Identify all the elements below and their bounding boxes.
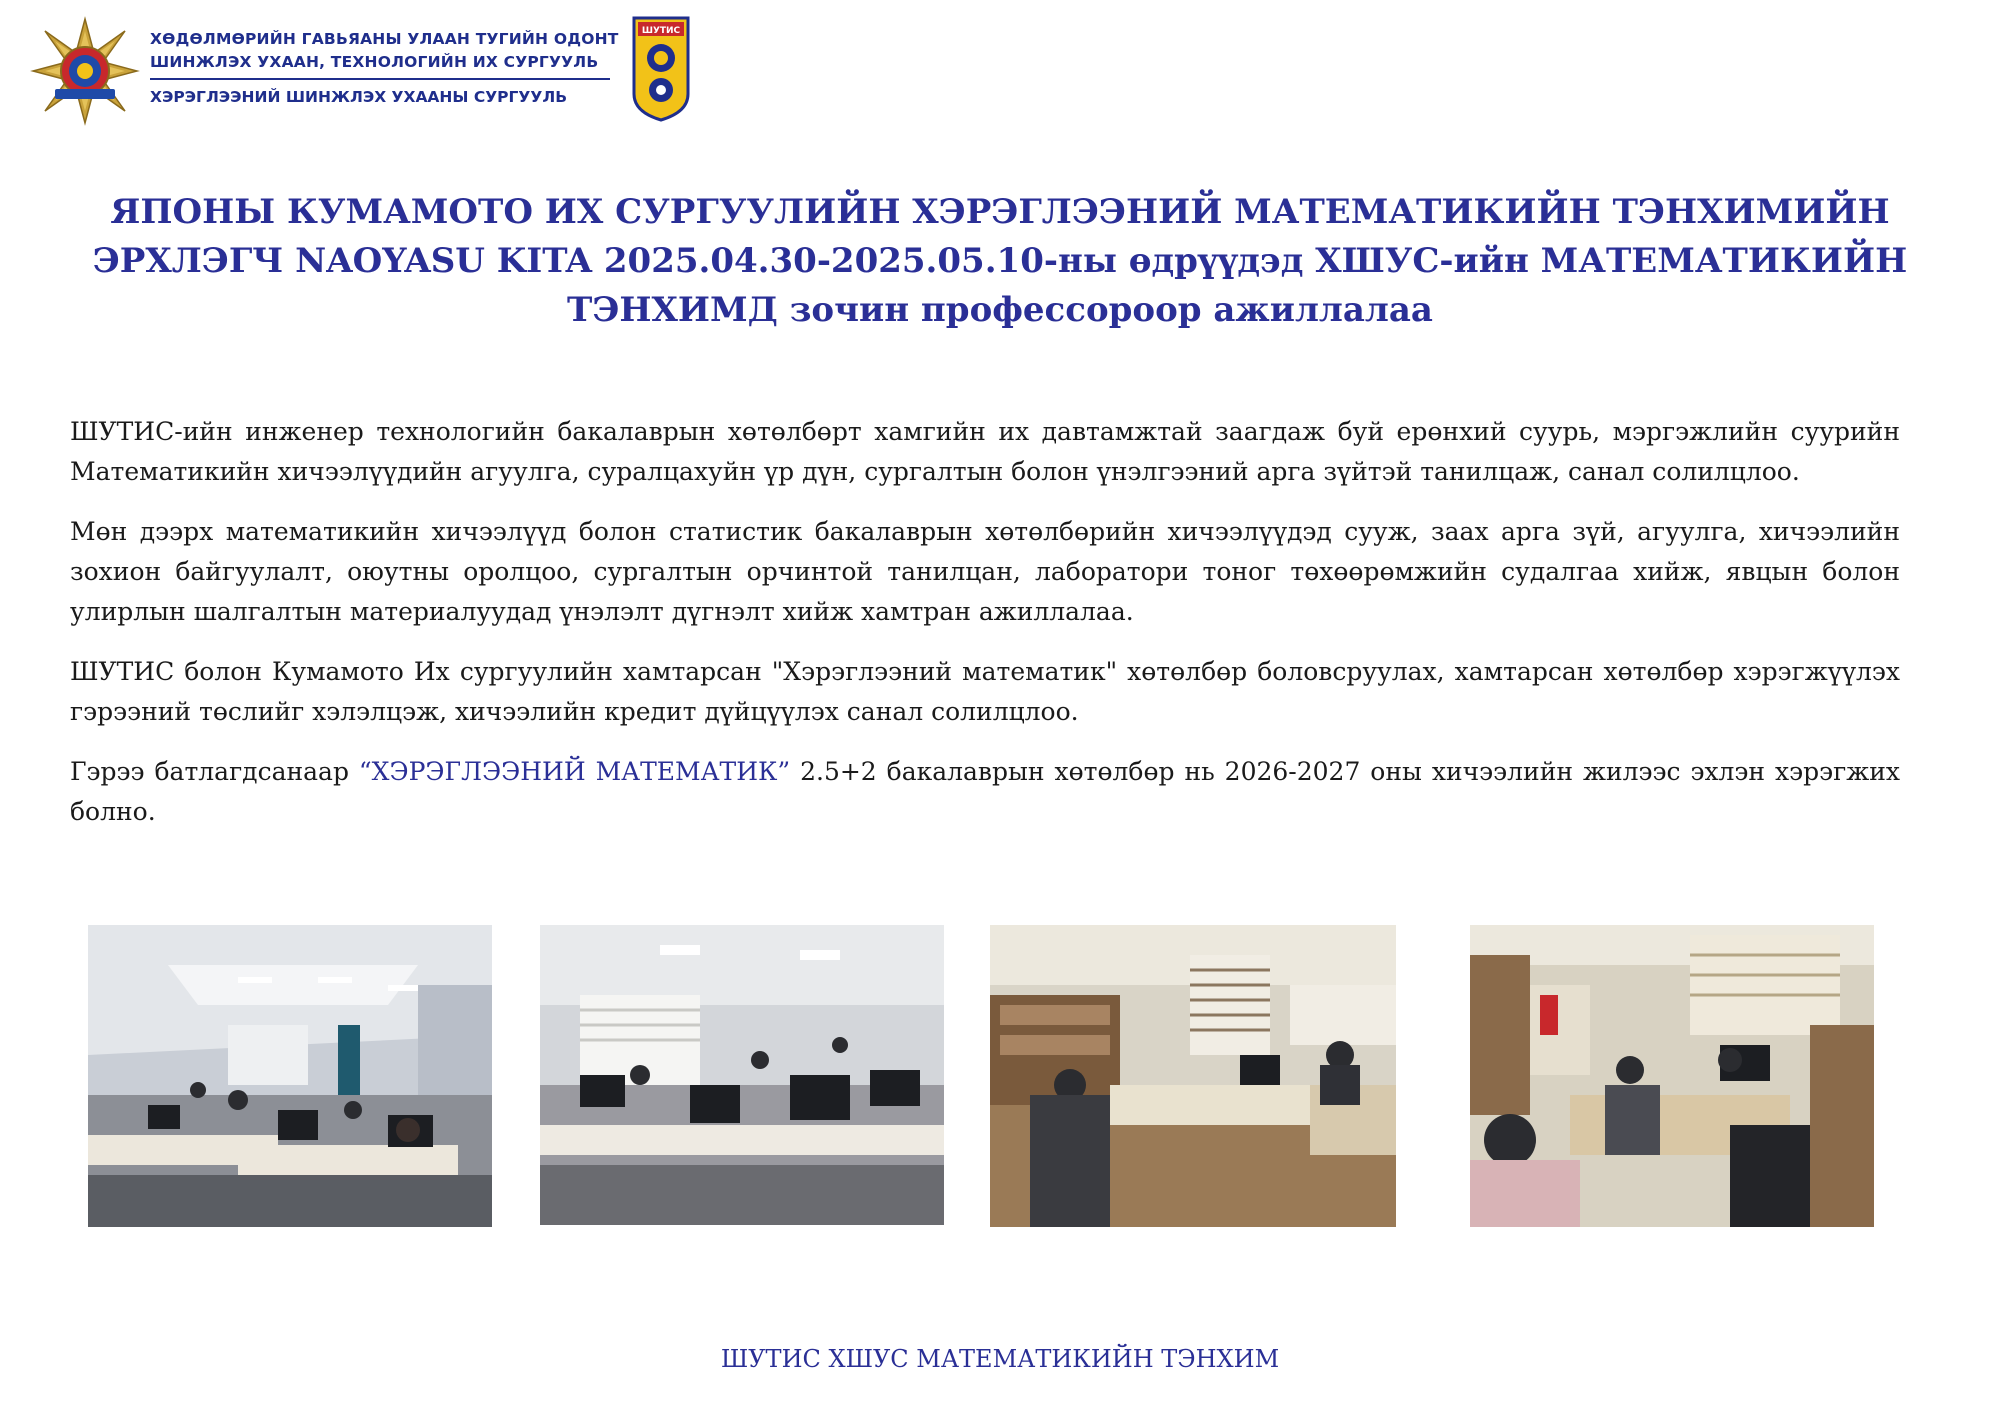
office-photo (990, 925, 1396, 1227)
page-title (90, 188, 1910, 335)
shield-text: ШУТИС (641, 26, 681, 36)
paragraph-1-line-2: Математикийн хичээлүүдийн агуулга, суралцахуйн үр дүн, сургалтын болон үнэлгээний арга зүйтэй танилцаж, санал солилцлоо. (70, 457, 1800, 486)
classroom-photo (88, 925, 492, 1227)
title-line-2: ЭРХЛЭГЧ NAOYASU KITA 2025.04.30-2025.05.10-ны өдрүүдэд ХШУС-ийн МАТЕМАТИКИЙН (92, 241, 1908, 281)
footer-department: ШУТИС ХШУС МАТЕМАТИКИЙН ТЭНХИМ (720, 1345, 1280, 1373)
paragraph-4 (70, 752, 1900, 832)
article-body (70, 412, 1900, 852)
paragraph-2-line-1: Мөн дээрх математикийн хичээлүүд болон статистик бакалаврын хөтөлбөрийн хичээлүүдэд сууж, заах арга зүй, агуулга, хичээлийн (70, 517, 1900, 546)
paragraph-1-line-1: ШУТИС-ийн инженер технологийн бакалаврын хөтөлбөрт хамгийн их давтамжтай заагдаж буй ерөнхий суурь, мэргэжлийн суурийн (70, 417, 1900, 446)
institution-line-1: ХӨДӨЛМӨРИЙН ГАВЬЯАНЫ УЛААН ТУГИЙН ОДОНТ (150, 30, 619, 48)
institution-line-2: ШИНЖЛЭХ УХААН, ТЕХНОЛОГИЙН ИХ СУРГУУЛЬ (150, 53, 599, 71)
institution-name (150, 28, 620, 108)
paragraph-2-line-2: зохион байгуулалт, оюутны оролцоо, сургалтын орчинтой танилцан, лаборатори тоног төхөөрөмжийн судалгаа хийж, явцын болон (70, 557, 1900, 586)
paragraph-2 (70, 512, 1900, 632)
school-name: ХЭРЭГЛЭЭНИЙ ШИНЖЛЭХ УХААНЫ СУРГУУЛЬ (150, 88, 568, 106)
header-divider (150, 78, 610, 80)
paragraph-1 (70, 412, 1900, 492)
paragraph-2-line-3: улирлын шалгалтын материалуудад үнэлэлт дүгнэлт хийж хамтран ажиллалаа. (70, 597, 1134, 626)
program-name: “ХЭРЭГЛЭЭНИЙ МАТЕМАТИК” (358, 757, 791, 786)
paragraph-4-post: 2.5+2 бакалаврын хөтөлбөр нь 2026-2027 оны хичээлийн жилээс эхлэн хэрэгжих (790, 757, 1900, 786)
title-line-1: ЯПОНЫ КУМАМОТО ИХ СУРГУУЛИЙН ХЭРЭГЛЭЭНИЙ МАТЕМАТИКИЙН ТЭНХИМИЙН (110, 192, 1890, 232)
paragraph-4-line-2: болно. (70, 797, 156, 826)
shield-logo-icon (632, 16, 690, 122)
meeting-photo (1470, 925, 1874, 1227)
header (30, 16, 690, 126)
title-line-3: ТЭНХИМД зочин профессороор ажиллалаа (567, 290, 1433, 330)
computer-lab-photo (540, 925, 944, 1225)
paragraph-3 (70, 652, 1900, 732)
paragraph-3-line-1: ШУТИС болон Кумамото Их сургуулийн хамтарсан "Хэрэглээний математик" хөтөлбөр боловсруулах, хамтарсан хөтөлбөр хэрэгжүүлэх (70, 657, 1900, 686)
paragraph-4-line-1 (70, 752, 1900, 792)
paragraph-4-pre: Гэрээ батлагдсанаар (70, 757, 359, 786)
paragraph-3-line-2: гэрээний төслийг хэлэлцэж, хичээлийн кредит дүйцүүлэх санал солилцлоо. (70, 697, 1079, 726)
university-emblem-icon (30, 16, 140, 126)
